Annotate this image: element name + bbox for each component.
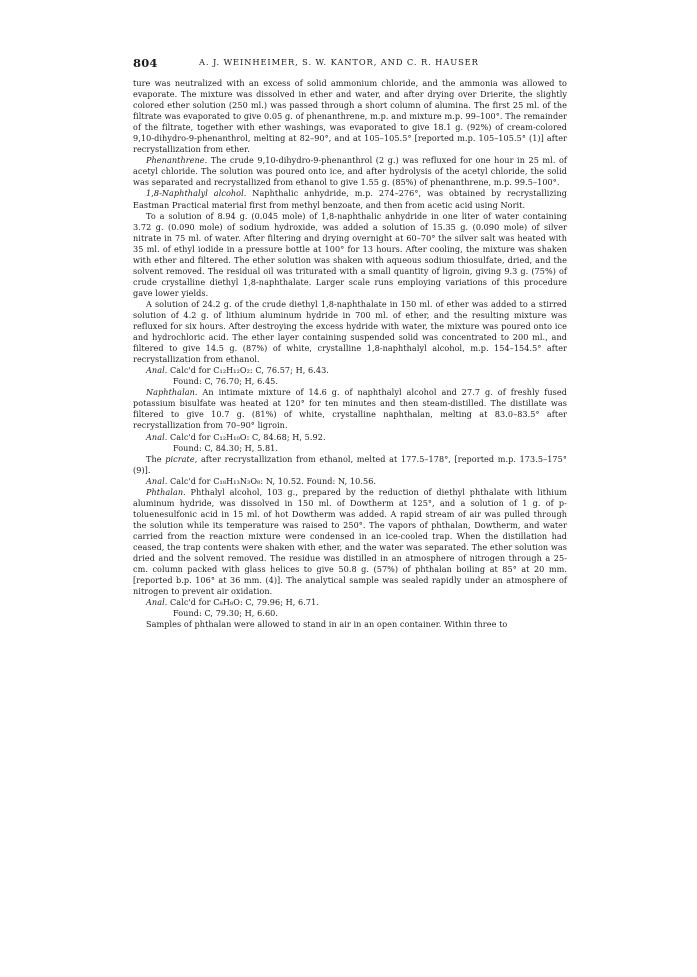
journal-page [133, 56, 567, 630]
paragraph-text: , after recrystallization from ethanol, melted at 177.5–178°, [reported m.p. 173.5–175° (9)]. [133, 453, 567, 475]
section-lead: Phenanthrene. [146, 155, 208, 166]
found-line [133, 443, 567, 454]
section-lead: Naphthalan. [146, 387, 198, 398]
paragraph [133, 454, 567, 476]
paragraph-text: Samples of phthalan were allowed to stand in air in an open container. Within three to [146, 619, 508, 630]
analysis-text: Calc'd for C₁₈H₁₃N₃O₈: N, 10.52. Found: N, 10.56. [167, 475, 377, 486]
paragraph-text: An intimate mixture of 14.6 g. of naphthalyl alcohol and 27.7 g. of freshly fused potassium bisulfate was heated at 120° for ten minutes and then steam-distilled. The distillate was filtered to give 10.7 g. (81%) of white, crystalline naphthalan, melting at 83.0–83.5° after recrystallization from 70–90° ligroin. [133, 387, 567, 431]
paragraph-text: Phthalyl alcohol, 103 g., prepared by the reduction of diethyl phthalate with lithium aluminum hydride, was dissolved in 150 ml. of Dowtherm at 125°, and a solution of 1 g. of p-toluenesulfonic acid in 15 ml. of hot Dowtherm was added. A rapid stream of air was pulled through the solution while its temperature was raised to 250°. The vapors of phthalan, Dowtherm, and water carried from the reaction mixture were condensed in an ice-cooled trap. When the distillation had ceased, the trap contents were shaken with ether, and the water was separated. The ether solution was dried and the solvent removed. The residue was distilled in an atmosphere of nitrogen through a 25-cm. column packed with glass helices to give 50.8 g. (57%) of phthalan boiling at 85° at 20 mm. [reported b.p. 106° at 36 mm. (4)]. The analytical sample was sealed rapidly under an atmosphere of nitrogen to prevent air oxidation. [133, 486, 567, 597]
paragraph-text: The crude 9,10-dihydro-9-phenanthrol (2 g.) was refluxed for one hour in 25 ml. of acetyl chloride. The solution was poured onto ice, and after hydrolysis of the acetyl chloride, the solid was separated and recrystallized from ethanol to give 1.55 g. (85%) of phenanthrene, m.p. 99.5–100°. [133, 155, 567, 188]
running-head-authors: A. J. WEINHEIMER, S. W. KANTOR, AND C. R. HAUSER [199, 57, 479, 67]
analysis-text: Calc'd for C₁₂H₁₂O₂: C, 76.57; H, 6.43. [167, 365, 329, 376]
analysis-text: Calc'd for C₈H₈O: C, 79.96; H, 6.71. [167, 597, 319, 608]
paragraph-text: Naphthalic anhydride, m.p. 274–276°, was obtained by recrystallizing Eastman Practical material first from methyl benzoate, and then from acetic acid using Norit. [133, 188, 567, 210]
paragraph [133, 211, 567, 299]
analysis-label: Anal. [146, 597, 168, 608]
paragraph-text: To a solution of 8.94 g. (0.045 mole) of 1,8-naphthalic anhydride in one liter of water containing 3.72 g. (0.090 mole) of sodium hydroxide, was added a solution of 15.35 g. (0.090 mole) of silver nitrate in 75 ml. of water. After filtering and drying overnight at 60–70° the silver salt was heated with 35 ml. of ethyl iodide in a pressure bottle at 100° for 13 hours. After cooling, the mixture was shaken with ether and filtered. The ether solution was shaken with aqueous sodium thiosulfate, dried, and the solvent removed. The residual oil was triturated with a small quantity of ligroin, giving 9.3 g. (75%) of crude crystalline diethyl 1,8-naphthalate. Larger scale runs employing variations of this procedure gave lower yields. [133, 210, 567, 298]
paragraph [133, 299, 567, 365]
paragraph-text: A solution of 24.2 g. of the crude diethyl 1,8-naphthalate in 150 ml. of ether was added to a stirred solution of 4.2 g. of lithium aluminum hydride in 700 ml. of ether, and the resulting mixture was refluxed for six hours. After destroying the excess hydride with water, the mixture was poured onto ice and hydrochloric acid. The ether layer containing suspended solid was concentrated to 200 ml., and filtered to give 14.5 g. (87%) of white, crystalline 1,8-naphthalyl alcohol, m.p. 154–154.5° after recrystallization from ethanol. [133, 298, 567, 365]
page-number: 804 [133, 56, 158, 70]
paragraph [133, 487, 567, 597]
paragraph [133, 387, 567, 431]
paragraph-pre: The [146, 453, 166, 464]
article-body [133, 78, 567, 630]
found-line [133, 376, 567, 387]
paragraph [133, 188, 567, 210]
found-line [133, 608, 567, 619]
analysis-label: Anal. [146, 475, 168, 486]
picrate-term: picrate [165, 453, 195, 464]
analysis-line [133, 597, 567, 608]
paragraph-text: ture was neutralized with an excess of solid ammonium chloride, and the ammonia was allowed to evaporate. The mixture was dissolved in ether and water, and after drying over Drierite, the slightly colored ether solution (250 ml.) was passed through a short column of alumina. The first 25 ml. of the filtrate was evaporated to give 0.05 g. of phenanthrene, m.p. and mixture m.p. 99–100°. The remainder of the filtrate, together with ether washings, was evaporated to give 18.1 g. (92%) of cream-colored 9,10-dihydro-9-phenanthrol, melting at 82–90°, and at 105–105.5° [reported m.p. 105–105.5° (1)] after recrystallization from ether. [133, 78, 567, 155]
found-text: Found: C, 76.70; H, 6.45. [173, 376, 279, 387]
page-header [133, 56, 567, 72]
found-text: Found: C, 84.30; H, 5.81. [173, 442, 279, 453]
paragraph [133, 155, 567, 188]
analysis-label: Anal. [146, 365, 168, 376]
analysis-line [133, 476, 567, 487]
analysis-text: Calc'd for C₁₂H₁₀O: C, 84.68; H, 5.92. [167, 431, 326, 442]
section-lead: 1,8-Naphthalyl alcohol. [146, 188, 247, 199]
found-text: Found: C, 79.30; H, 6.60. [173, 608, 279, 619]
analysis-line [133, 432, 567, 443]
paragraph [133, 78, 567, 155]
analysis-label: Anal. [146, 431, 168, 442]
paragraph [133, 619, 567, 630]
section-lead: Phthalan. [146, 486, 186, 497]
analysis-line [133, 365, 567, 376]
